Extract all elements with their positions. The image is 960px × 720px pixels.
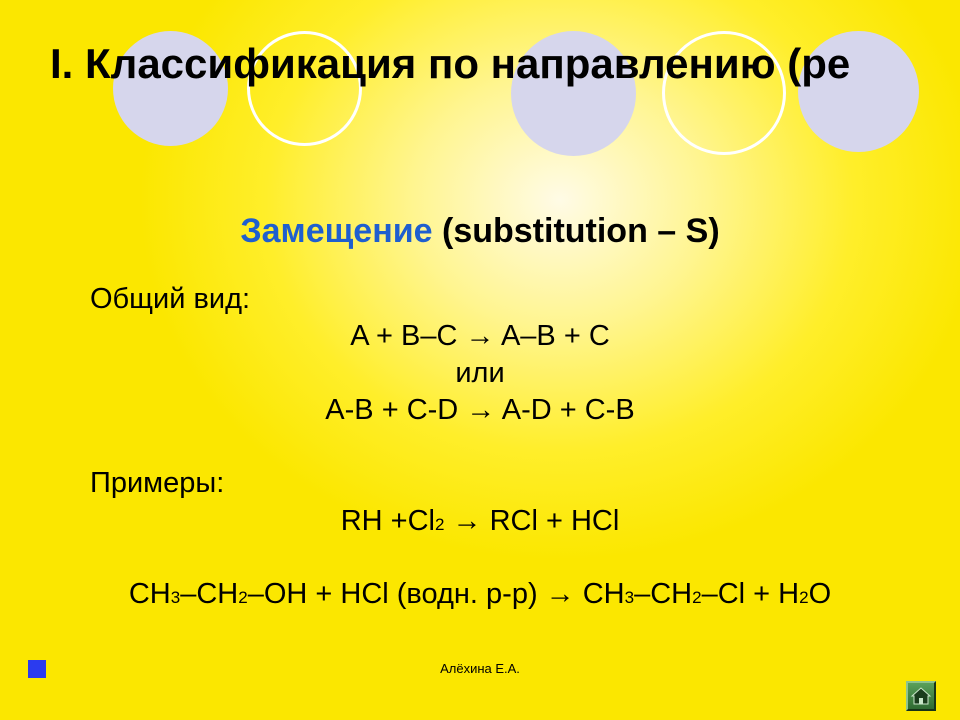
ex2-part: –CH (180, 578, 239, 610)
ex1-subscript: 2 (434, 515, 445, 534)
example-equation-1 (0, 505, 960, 538)
ex2-subscript: 2 (799, 588, 809, 607)
general-form-label: Общий вид: (90, 283, 251, 315)
examples-label: Примеры: (90, 467, 225, 499)
general-equation-2: A-B + C-D → A-D + C-B (325, 394, 635, 426)
ex1-part: RH +Cl (340, 505, 435, 537)
heading-parenthetical: (substitution – S) (442, 212, 720, 250)
ex2-part: –CH (634, 578, 693, 610)
general-or: или (455, 357, 505, 389)
ex2-subscript: 3 (624, 588, 635, 607)
slide-title: I. Классификация по направлению (ре (50, 40, 851, 87)
ex2-part: O (808, 578, 832, 610)
general-equation-1: A + B–C → A–B + C (350, 320, 610, 352)
ex2-subscript: 2 (238, 588, 248, 607)
heading-term: Замещение (240, 212, 433, 250)
section-heading (0, 212, 960, 251)
example-equation-2 (0, 578, 960, 611)
home-button[interactable] (906, 681, 936, 711)
ex2-part: –Cl + H (701, 578, 800, 610)
ex1-part: → RCl + HCl (444, 505, 620, 537)
ex2-subscript: 3 (170, 588, 181, 607)
home-icon (910, 685, 932, 707)
footer-author: Алёхина Е.А. (440, 661, 520, 676)
ex2-part: CH (128, 578, 171, 610)
ex2-part: –OH + HCl (водн. р-р) → CH (247, 578, 625, 610)
ex2-subscript: 2 (692, 588, 702, 607)
